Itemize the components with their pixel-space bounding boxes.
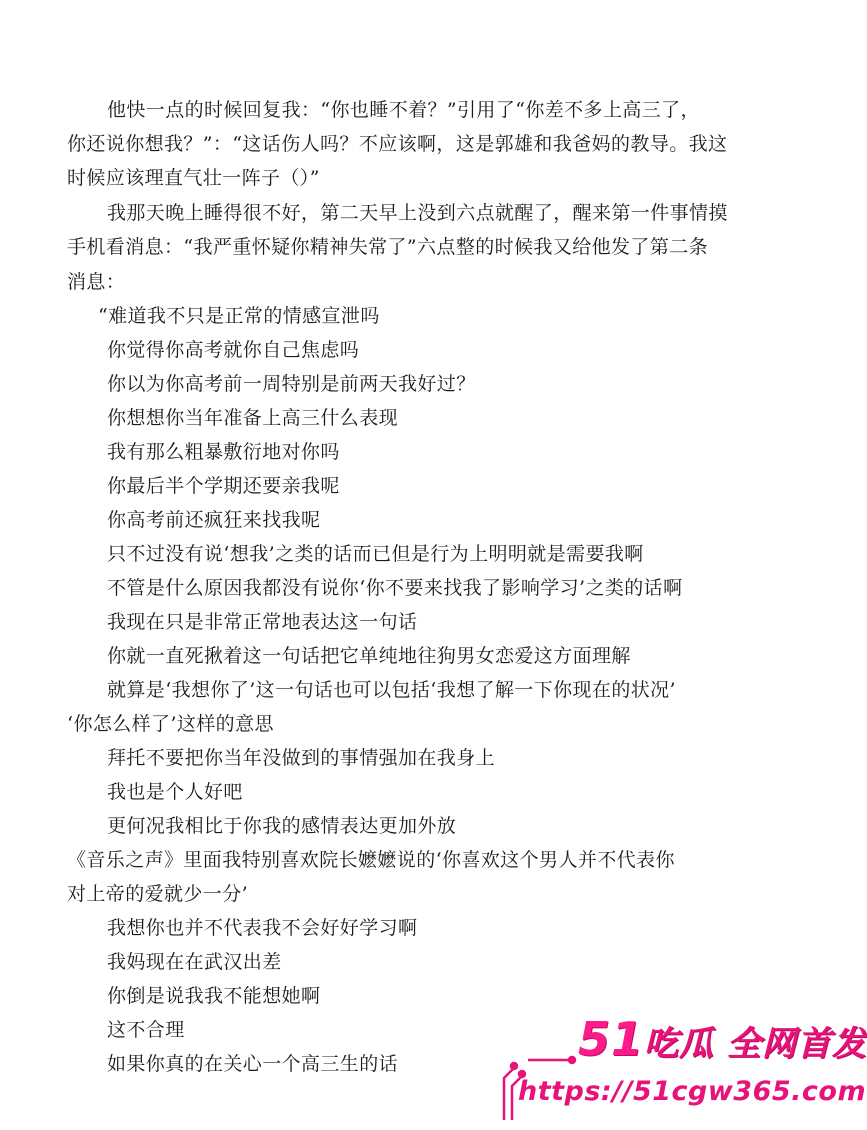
text-line: 我现在只是非常正常地表达这一句话 — [107, 611, 418, 633]
watermark-logo-number: 51 — [578, 1012, 645, 1066]
text-line: ‘你怎么样了’这样的意思 — [67, 713, 274, 735]
text-line: 拜托不要把你当年没做到的事情强加在我身上 — [107, 747, 496, 769]
text-line: 就算是‘我想你了’这一句话也可以包括‘我想了解一下你现在的状况’ — [107, 679, 676, 701]
text-line: 我也是个人好吧 — [107, 781, 243, 803]
text-line: 你倒是说我我不能想她啊 — [107, 985, 321, 1007]
text-line: 手机看消息：“我严重怀疑你精神失常了”六点整的时候我又给他发了第二条 — [67, 236, 709, 258]
watermark-logo — [578, 1012, 867, 1066]
watermark-url: https://51cgw365.com — [518, 1076, 867, 1107]
text-line: 不管是什么原因我都没有说你‘你不要来找我了影响学习’之类的话啊 — [107, 577, 683, 599]
text-line: 如果你真的在关心一个高三生的话 — [107, 1053, 399, 1075]
text-line: “难道我不只是正常的情感宣泄吗 — [98, 305, 380, 327]
text-line: 消息： — [67, 271, 126, 293]
text-line: 《音乐之声》里面我特别喜欢院长嬷嬷说的‘你喜欢这个男人并不代表你 — [67, 849, 675, 871]
watermark-logo-text: 吃瓜 全网首发 — [644, 1024, 867, 1064]
text-line: 你还说你想我？”：“这话伤人吗？不应该啊，这是郭雄和我爸妈的教导。我这 — [67, 133, 728, 155]
text-line: 你最后半个学期还要亲我呢 — [107, 475, 340, 497]
text-line: 时候应该理直气壮一阵子（）” — [67, 167, 320, 189]
text-line: 我想你也并不代表我不会好好学习啊 — [107, 917, 418, 939]
text-line: 对上帝的爱就少一分’ — [67, 883, 249, 905]
text-line: 只不过没有说‘想我’之类的话而已但是行为上明明就是需要我啊 — [107, 543, 644, 565]
text-line: 他快一点的时候回复我：“你也睡不着？”引用了“你差不多上高三了， — [107, 99, 700, 121]
text-line: 我妈现在在武汉出差 — [107, 951, 282, 973]
text-line: 你就一直死揪着这一句话把它单纯地往狗男女恋爱这方面理解 — [107, 645, 631, 667]
text-line: 你觉得你高考就你自己焦虑吗 — [107, 339, 360, 361]
text-line: 我有那么粗暴敷衍地对你吗 — [107, 441, 340, 463]
text-line: 你想想你当年准备上高三什么表现 — [107, 407, 399, 429]
text-line: 你以为你高考前一周特别是前两天我好过？ — [107, 373, 476, 395]
text-line: 你高考前还疯狂来找我呢 — [107, 509, 321, 531]
text-line: 更何况我相比于你我的感情表达更加外放 — [107, 815, 457, 837]
text-line: 这不合理 — [107, 1019, 185, 1041]
watermark — [500, 1008, 867, 1130]
text-line: 我那天晚上睡得很不好，第二天早上没到六点就醒了，醒来第一件事情摸 — [107, 202, 728, 224]
